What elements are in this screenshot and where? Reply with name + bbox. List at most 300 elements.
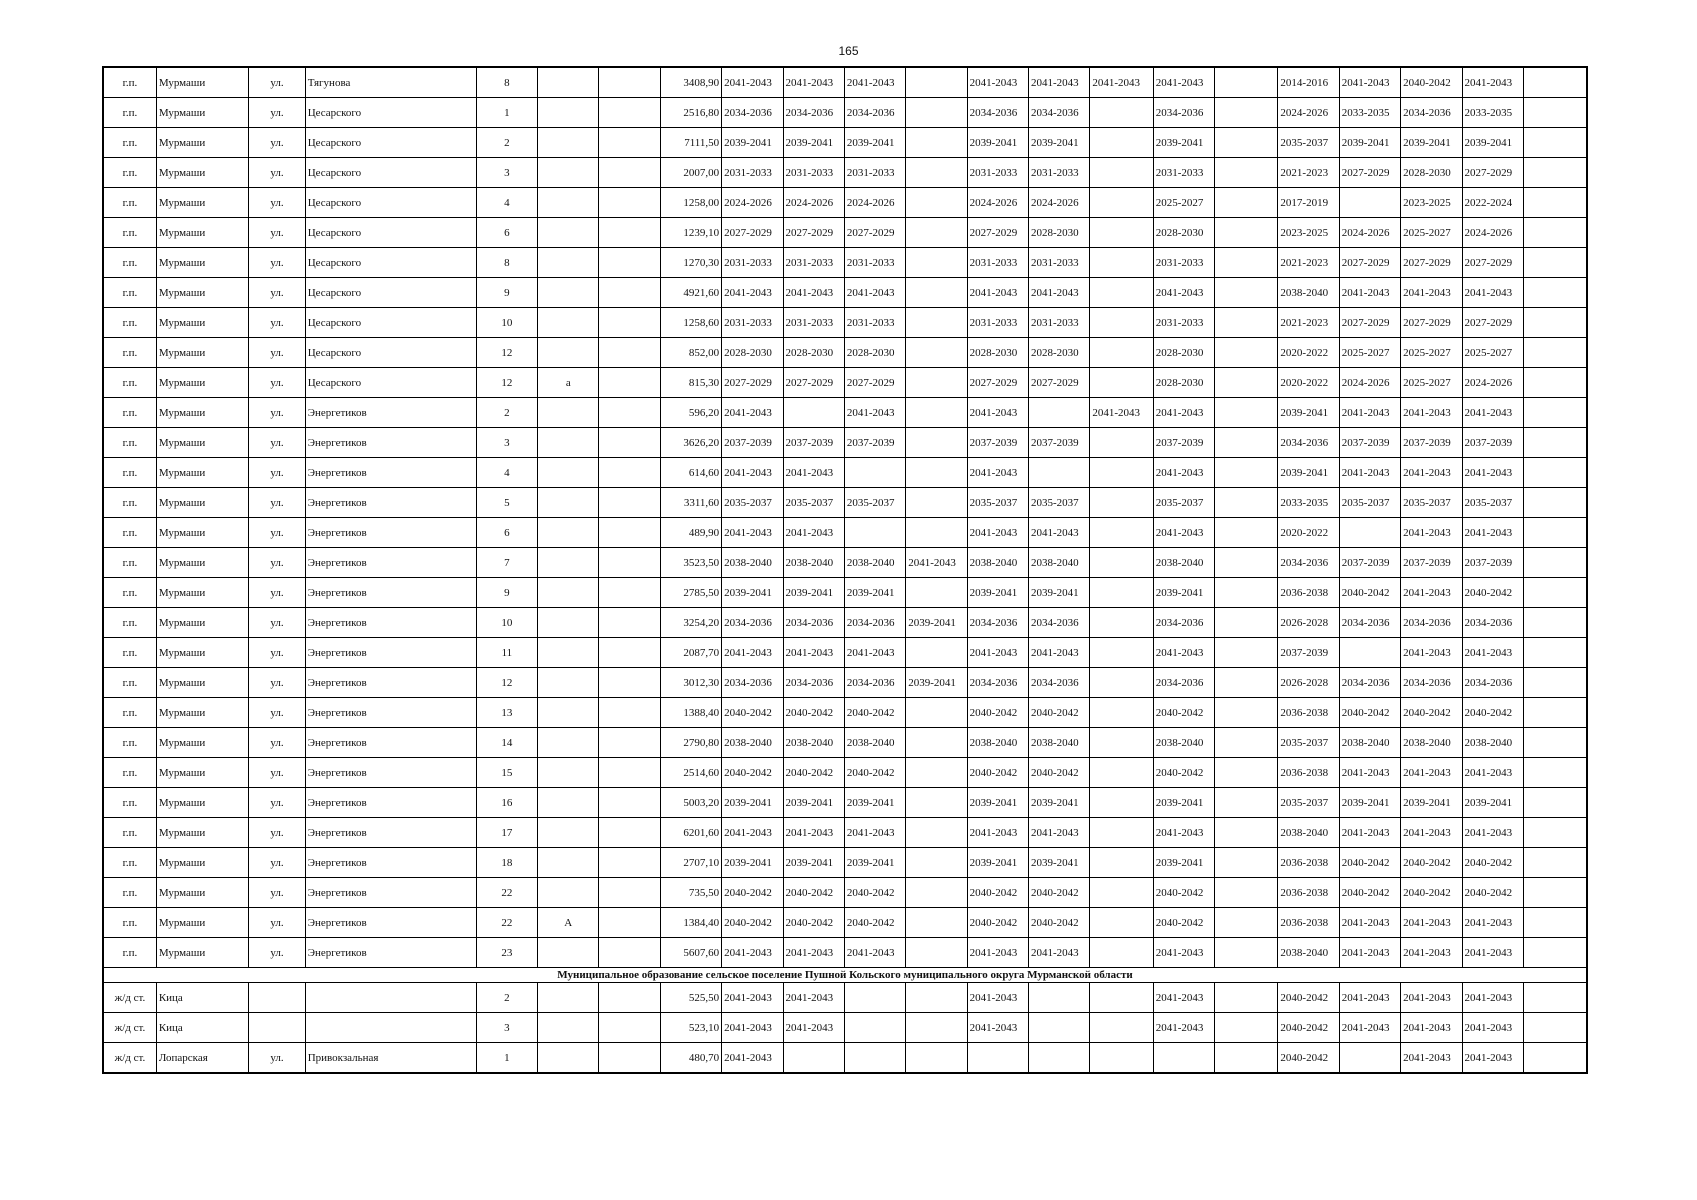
cell-house: 9: [476, 278, 537, 308]
cell-street: Цесарского: [305, 188, 476, 218]
cell-period-12: 2041-2043: [1401, 938, 1462, 968]
cell-period-2: 2031-2033: [783, 158, 844, 188]
housing-repair-schedule-table: [102, 66, 1588, 1074]
cell-st: ул.: [249, 458, 305, 488]
cell-period-6: 2035-2037: [1028, 488, 1089, 518]
cell-period-7: [1090, 668, 1153, 698]
cell-period-4: [906, 983, 967, 1013]
cell-period-3: 2038-2040: [844, 728, 905, 758]
cell-period-12: 2040-2042: [1401, 698, 1462, 728]
cell-period-12: 2040-2042: [1401, 67, 1462, 98]
cell-period-3: 2040-2042: [844, 758, 905, 788]
cell-place: Мурмаши: [156, 67, 249, 98]
cell-area: 3523,50: [660, 548, 721, 578]
cell-period-11: 2041-2043: [1339, 67, 1400, 98]
cell-period-11: 2041-2043: [1339, 818, 1400, 848]
cell-type: г.п.: [103, 398, 156, 428]
cell-period-4: [906, 158, 967, 188]
cell-lit: [599, 158, 660, 188]
cell-lit: [599, 1043, 660, 1074]
cell-period-11: 2040-2042: [1339, 578, 1400, 608]
cell-korp: [538, 67, 599, 98]
cell-period-2: 2041-2043: [783, 458, 844, 488]
cell-period-2: 2041-2043: [783, 983, 844, 1013]
cell-place: Кица: [156, 983, 249, 1013]
cell-period-3: 2034-2036: [844, 608, 905, 638]
cell-house: 11: [476, 638, 537, 668]
cell-area: 3254,20: [660, 608, 721, 638]
cell-period-2: 2034-2036: [783, 608, 844, 638]
cell-period-12: 2041-2043: [1401, 908, 1462, 938]
cell-st: ул.: [249, 758, 305, 788]
cell-period-6: [1028, 458, 1089, 488]
cell-period-1: 2041-2043: [722, 938, 783, 968]
cell-period-11: 2037-2039: [1339, 428, 1400, 458]
cell-house: 7: [476, 548, 537, 578]
cell-period-5: 2040-2042: [967, 758, 1028, 788]
cell-period-14: [1523, 908, 1587, 938]
cell-house: 13: [476, 698, 537, 728]
cell-period-11: 2027-2029: [1339, 308, 1400, 338]
cell-korp: [538, 548, 599, 578]
cell-period-1: 2038-2040: [722, 728, 783, 758]
cell-house: 15: [476, 758, 537, 788]
cell-house: 3: [476, 1013, 537, 1043]
cell-period-14: [1523, 728, 1587, 758]
cell-period-10: 2021-2023: [1278, 158, 1339, 188]
cell-lit: [599, 67, 660, 98]
cell-type: г.п.: [103, 938, 156, 968]
cell-period-10: 2034-2036: [1278, 428, 1339, 458]
cell-period-13: 2040-2042: [1462, 878, 1523, 908]
cell-period-8: 2040-2042: [1153, 908, 1214, 938]
cell-period-1: 2024-2026: [722, 188, 783, 218]
cell-period-1: 2027-2029: [722, 368, 783, 398]
cell-period-6: 2028-2030: [1028, 338, 1089, 368]
cell-period-12: 2041-2043: [1401, 818, 1462, 848]
cell-period-12: 2028-2030: [1401, 158, 1462, 188]
cell-place: Мурмаши: [156, 248, 249, 278]
cell-period-6: 2041-2043: [1028, 638, 1089, 668]
cell-period-1: 2041-2043: [722, 458, 783, 488]
cell-period-9: [1215, 878, 1278, 908]
cell-period-11: 2041-2043: [1339, 458, 1400, 488]
cell-period-3: 2041-2043: [844, 938, 905, 968]
cell-period-14: [1523, 368, 1587, 398]
cell-street: Цесарского: [305, 308, 476, 338]
cell-st: ул.: [249, 248, 305, 278]
cell-period-5: 2038-2040: [967, 728, 1028, 758]
table-row: [103, 788, 1587, 818]
cell-period-7: [1090, 1043, 1153, 1074]
cell-place: Мурмаши: [156, 488, 249, 518]
cell-period-13: 2039-2041: [1462, 788, 1523, 818]
cell-period-3: 2031-2033: [844, 308, 905, 338]
cell-street: Цесарского: [305, 158, 476, 188]
table-row: [103, 368, 1587, 398]
cell-st: ул.: [249, 398, 305, 428]
cell-period-11: 2035-2037: [1339, 488, 1400, 518]
cell-house: 12: [476, 338, 537, 368]
cell-lit: [599, 698, 660, 728]
cell-korp: [538, 488, 599, 518]
cell-street: Энергетиков: [305, 698, 476, 728]
cell-period-9: [1215, 308, 1278, 338]
table-row: [103, 578, 1587, 608]
cell-period-7: [1090, 428, 1153, 458]
cell-period-13: 2041-2043: [1462, 518, 1523, 548]
cell-street: Энергетиков: [305, 758, 476, 788]
cell-period-14: [1523, 67, 1587, 98]
cell-period-6: 2041-2043: [1028, 67, 1089, 98]
cell-period-2: [783, 398, 844, 428]
cell-period-1: 2041-2043: [722, 518, 783, 548]
cell-period-1: 2041-2043: [722, 1043, 783, 1074]
cell-place: Мурмаши: [156, 128, 249, 158]
cell-period-10: 2035-2037: [1278, 728, 1339, 758]
cell-period-1: 2040-2042: [722, 698, 783, 728]
cell-area: 2007,00: [660, 158, 721, 188]
cell-street: Тягунова: [305, 67, 476, 98]
cell-lit: [599, 338, 660, 368]
cell-korp: [538, 698, 599, 728]
cell-type: г.п.: [103, 338, 156, 368]
cell-period-14: [1523, 638, 1587, 668]
cell-period-5: 2039-2041: [967, 578, 1028, 608]
cell-period-10: 2014-2016: [1278, 67, 1339, 98]
cell-period-2: 2041-2043: [783, 278, 844, 308]
cell-period-2: 2039-2041: [783, 128, 844, 158]
cell-period-13: 2037-2039: [1462, 548, 1523, 578]
cell-street: Энергетиков: [305, 518, 476, 548]
cell-period-13: 2027-2029: [1462, 248, 1523, 278]
cell-house: 5: [476, 488, 537, 518]
cell-street: Цесарского: [305, 128, 476, 158]
cell-period-9: [1215, 1013, 1278, 1043]
cell-period-7: [1090, 878, 1153, 908]
cell-period-3: 2039-2041: [844, 128, 905, 158]
cell-place: Мурмаши: [156, 908, 249, 938]
cell-st: ул.: [249, 218, 305, 248]
cell-period-8: 2025-2027: [1153, 188, 1214, 218]
cell-period-11: 2041-2043: [1339, 278, 1400, 308]
cell-period-13: 2041-2043: [1462, 458, 1523, 488]
cell-st: ул.: [249, 578, 305, 608]
cell-period-11: 2025-2027: [1339, 338, 1400, 368]
cell-lit: [599, 878, 660, 908]
cell-lit: [599, 458, 660, 488]
cell-area: 4921,60: [660, 278, 721, 308]
cell-period-14: [1523, 428, 1587, 458]
cell-period-4: [906, 698, 967, 728]
cell-period-2: 2041-2043: [783, 938, 844, 968]
table-row: [103, 188, 1587, 218]
cell-place: Мурмаши: [156, 638, 249, 668]
cell-period-14: [1523, 818, 1587, 848]
cell-period-8: 2035-2037: [1153, 488, 1214, 518]
cell-place: Мурмаши: [156, 278, 249, 308]
cell-period-4: [906, 908, 967, 938]
cell-korp: [538, 158, 599, 188]
cell-period-8: 2028-2030: [1153, 338, 1214, 368]
cell-period-5: 2028-2030: [967, 338, 1028, 368]
cell-period-4: [906, 518, 967, 548]
cell-period-14: [1523, 758, 1587, 788]
cell-type: г.п.: [103, 878, 156, 908]
cell-period-5: 2027-2029: [967, 368, 1028, 398]
cell-period-1: 2031-2033: [722, 308, 783, 338]
cell-period-12: 2027-2029: [1401, 308, 1462, 338]
cell-period-12: 2039-2041: [1401, 788, 1462, 818]
cell-period-1: 2039-2041: [722, 788, 783, 818]
table-row: [103, 848, 1587, 878]
cell-type: ж/д ст.: [103, 1043, 156, 1074]
cell-period-6: 2027-2029: [1028, 368, 1089, 398]
cell-lit: [599, 98, 660, 128]
cell-period-8: 2040-2042: [1153, 698, 1214, 728]
cell-period-8: 2038-2040: [1153, 548, 1214, 578]
cell-period-7: [1090, 488, 1153, 518]
cell-period-8: 2031-2033: [1153, 308, 1214, 338]
cell-period-8: 2041-2043: [1153, 818, 1214, 848]
cell-house: 2: [476, 128, 537, 158]
cell-st: ул.: [249, 518, 305, 548]
cell-period-7: [1090, 788, 1153, 818]
cell-period-7: [1090, 218, 1153, 248]
cell-house: 12: [476, 368, 537, 398]
cell-period-7: [1090, 338, 1153, 368]
cell-period-5: 2041-2043: [967, 67, 1028, 98]
cell-period-9: [1215, 398, 1278, 428]
cell-street: Цесарского: [305, 248, 476, 278]
cell-house: 23: [476, 938, 537, 968]
cell-period-13: 2040-2042: [1462, 848, 1523, 878]
cell-period-4: [906, 788, 967, 818]
cell-type: г.п.: [103, 488, 156, 518]
cell-period-11: 2041-2043: [1339, 908, 1400, 938]
cell-house: 14: [476, 728, 537, 758]
cell-period-9: [1215, 278, 1278, 308]
cell-period-2: 2040-2042: [783, 698, 844, 728]
cell-period-9: [1215, 248, 1278, 278]
cell-korp: а: [538, 368, 599, 398]
cell-house: 3: [476, 158, 537, 188]
cell-house: 12: [476, 668, 537, 698]
cell-period-8: 2039-2041: [1153, 848, 1214, 878]
cell-period-14: [1523, 1013, 1587, 1043]
cell-period-14: [1523, 188, 1587, 218]
cell-lit: [599, 428, 660, 458]
cell-house: 4: [476, 188, 537, 218]
cell-period-5: 2038-2040: [967, 548, 1028, 578]
cell-period-1: 2041-2043: [722, 638, 783, 668]
table-section-header: [103, 968, 1587, 983]
cell-period-12: 2025-2027: [1401, 338, 1462, 368]
cell-type: г.п.: [103, 308, 156, 338]
cell-lit: [599, 668, 660, 698]
cell-period-3: 2039-2041: [844, 848, 905, 878]
cell-period-7: [1090, 818, 1153, 848]
cell-period-12: 2041-2043: [1401, 518, 1462, 548]
cell-period-12: 2041-2043: [1401, 1013, 1462, 1043]
cell-lit: [599, 983, 660, 1013]
cell-period-8: 2039-2041: [1153, 128, 1214, 158]
cell-period-1: 2039-2041: [722, 578, 783, 608]
cell-korp: [538, 398, 599, 428]
cell-period-4: [906, 578, 967, 608]
cell-korp: [538, 98, 599, 128]
cell-period-8: 2040-2042: [1153, 758, 1214, 788]
cell-period-6: 2024-2026: [1028, 188, 1089, 218]
cell-period-13: 2041-2043: [1462, 1043, 1523, 1074]
cell-period-6: 2040-2042: [1028, 878, 1089, 908]
cell-period-14: [1523, 338, 1587, 368]
cell-period-3: 2037-2039: [844, 428, 905, 458]
cell-period-3: 2028-2030: [844, 338, 905, 368]
cell-place: Мурмаши: [156, 218, 249, 248]
table-row: [103, 218, 1587, 248]
cell-period-8: 2034-2036: [1153, 608, 1214, 638]
cell-place: Мурмаши: [156, 338, 249, 368]
cell-period-9: [1215, 128, 1278, 158]
cell-period-2: 2035-2037: [783, 488, 844, 518]
cell-period-11: 2040-2042: [1339, 698, 1400, 728]
cell-period-9: [1215, 983, 1278, 1013]
cell-lit: [599, 1013, 660, 1043]
cell-period-7: [1090, 938, 1153, 968]
cell-period-6: 2037-2039: [1028, 428, 1089, 458]
cell-period-5: 2040-2042: [967, 878, 1028, 908]
cell-period-10: 2036-2038: [1278, 908, 1339, 938]
cell-area: 735,50: [660, 878, 721, 908]
cell-period-5: 2041-2043: [967, 518, 1028, 548]
cell-period-5: 2037-2039: [967, 428, 1028, 458]
cell-period-5: 2027-2029: [967, 218, 1028, 248]
cell-period-2: 2027-2029: [783, 218, 844, 248]
cell-period-8: 2041-2043: [1153, 278, 1214, 308]
cell-st: ул.: [249, 548, 305, 578]
cell-period-1: 2037-2039: [722, 428, 783, 458]
cell-period-2: 2034-2036: [783, 668, 844, 698]
cell-period-11: 2039-2041: [1339, 128, 1400, 158]
cell-type: г.п.: [103, 428, 156, 458]
cell-period-14: [1523, 878, 1587, 908]
cell-period-1: 2040-2042: [722, 878, 783, 908]
cell-st: ул.: [249, 98, 305, 128]
cell-period-6: 2040-2042: [1028, 758, 1089, 788]
cell-period-13: 2041-2043: [1462, 398, 1523, 428]
cell-period-8: 2041-2043: [1153, 398, 1214, 428]
cell-period-11: 2024-2026: [1339, 218, 1400, 248]
cell-period-3: [844, 458, 905, 488]
cell-st: ул.: [249, 428, 305, 458]
cell-period-11: 2027-2029: [1339, 158, 1400, 188]
cell-lit: [599, 488, 660, 518]
table-row: [103, 908, 1587, 938]
cell-period-10: 2026-2028: [1278, 668, 1339, 698]
cell-period-7: [1090, 188, 1153, 218]
cell-period-8: 2041-2043: [1153, 67, 1214, 98]
cell-street: Цесарского: [305, 278, 476, 308]
cell-area: 815,30: [660, 368, 721, 398]
cell-period-6: 2038-2040: [1028, 548, 1089, 578]
cell-area: 3408,90: [660, 67, 721, 98]
cell-period-7: [1090, 548, 1153, 578]
cell-period-5: 2034-2036: [967, 98, 1028, 128]
cell-place: Мурмаши: [156, 518, 249, 548]
cell-period-2: 2027-2029: [783, 368, 844, 398]
cell-period-11: [1339, 188, 1400, 218]
cell-period-4: [906, 67, 967, 98]
cell-period-10: 2021-2023: [1278, 248, 1339, 278]
cell-period-12: 2041-2043: [1401, 983, 1462, 1013]
cell-st: [249, 983, 305, 1013]
cell-type: г.п.: [103, 668, 156, 698]
cell-period-5: 2041-2043: [967, 1013, 1028, 1043]
cell-korp: [538, 728, 599, 758]
cell-period-9: [1215, 938, 1278, 968]
table-row: [103, 338, 1587, 368]
cell-area: 1270,30: [660, 248, 721, 278]
cell-area: 5003,20: [660, 788, 721, 818]
section-title: Муниципальное образование сельское поселение Пушной Кольского муниципального округа Мурманской области: [103, 968, 1587, 983]
cell-place: Мурмаши: [156, 428, 249, 458]
cell-st: ул.: [249, 67, 305, 98]
table-row: [103, 488, 1587, 518]
cell-lit: [599, 398, 660, 428]
cell-period-9: [1215, 518, 1278, 548]
cell-type: г.п.: [103, 608, 156, 638]
cell-st: ул.: [249, 788, 305, 818]
cell-period-5: 2039-2041: [967, 788, 1028, 818]
cell-area: 2514,60: [660, 758, 721, 788]
cell-type: г.п.: [103, 548, 156, 578]
table-row: [103, 128, 1587, 158]
table-row: [103, 458, 1587, 488]
cell-area: 3626,20: [660, 428, 721, 458]
cell-period-14: [1523, 398, 1587, 428]
cell-st: ул.: [249, 698, 305, 728]
cell-period-3: 2039-2041: [844, 578, 905, 608]
cell-korp: [538, 638, 599, 668]
cell-period-10: 2038-2040: [1278, 938, 1339, 968]
cell-period-1: 2040-2042: [722, 908, 783, 938]
cell-place: Мурмаши: [156, 788, 249, 818]
cell-period-9: [1215, 758, 1278, 788]
cell-period-12: 2039-2041: [1401, 128, 1462, 158]
cell-period-14: [1523, 608, 1587, 638]
cell-period-7: [1090, 578, 1153, 608]
cell-period-1: 2040-2042: [722, 758, 783, 788]
cell-period-9: [1215, 608, 1278, 638]
cell-period-2: 2039-2041: [783, 578, 844, 608]
cell-type: г.п.: [103, 698, 156, 728]
cell-period-9: [1215, 698, 1278, 728]
cell-period-11: 2041-2043: [1339, 758, 1400, 788]
cell-st: ул.: [249, 308, 305, 338]
cell-house: 10: [476, 608, 537, 638]
cell-period-7: [1090, 128, 1153, 158]
cell-street: Энергетиков: [305, 458, 476, 488]
cell-period-8: 2039-2041: [1153, 788, 1214, 818]
cell-period-5: 2041-2043: [967, 458, 1028, 488]
cell-korp: [538, 848, 599, 878]
cell-period-2: 2041-2043: [783, 1013, 844, 1043]
cell-period-9: [1215, 908, 1278, 938]
cell-type: г.п.: [103, 218, 156, 248]
cell-lit: [599, 128, 660, 158]
cell-period-11: 2034-2036: [1339, 608, 1400, 638]
